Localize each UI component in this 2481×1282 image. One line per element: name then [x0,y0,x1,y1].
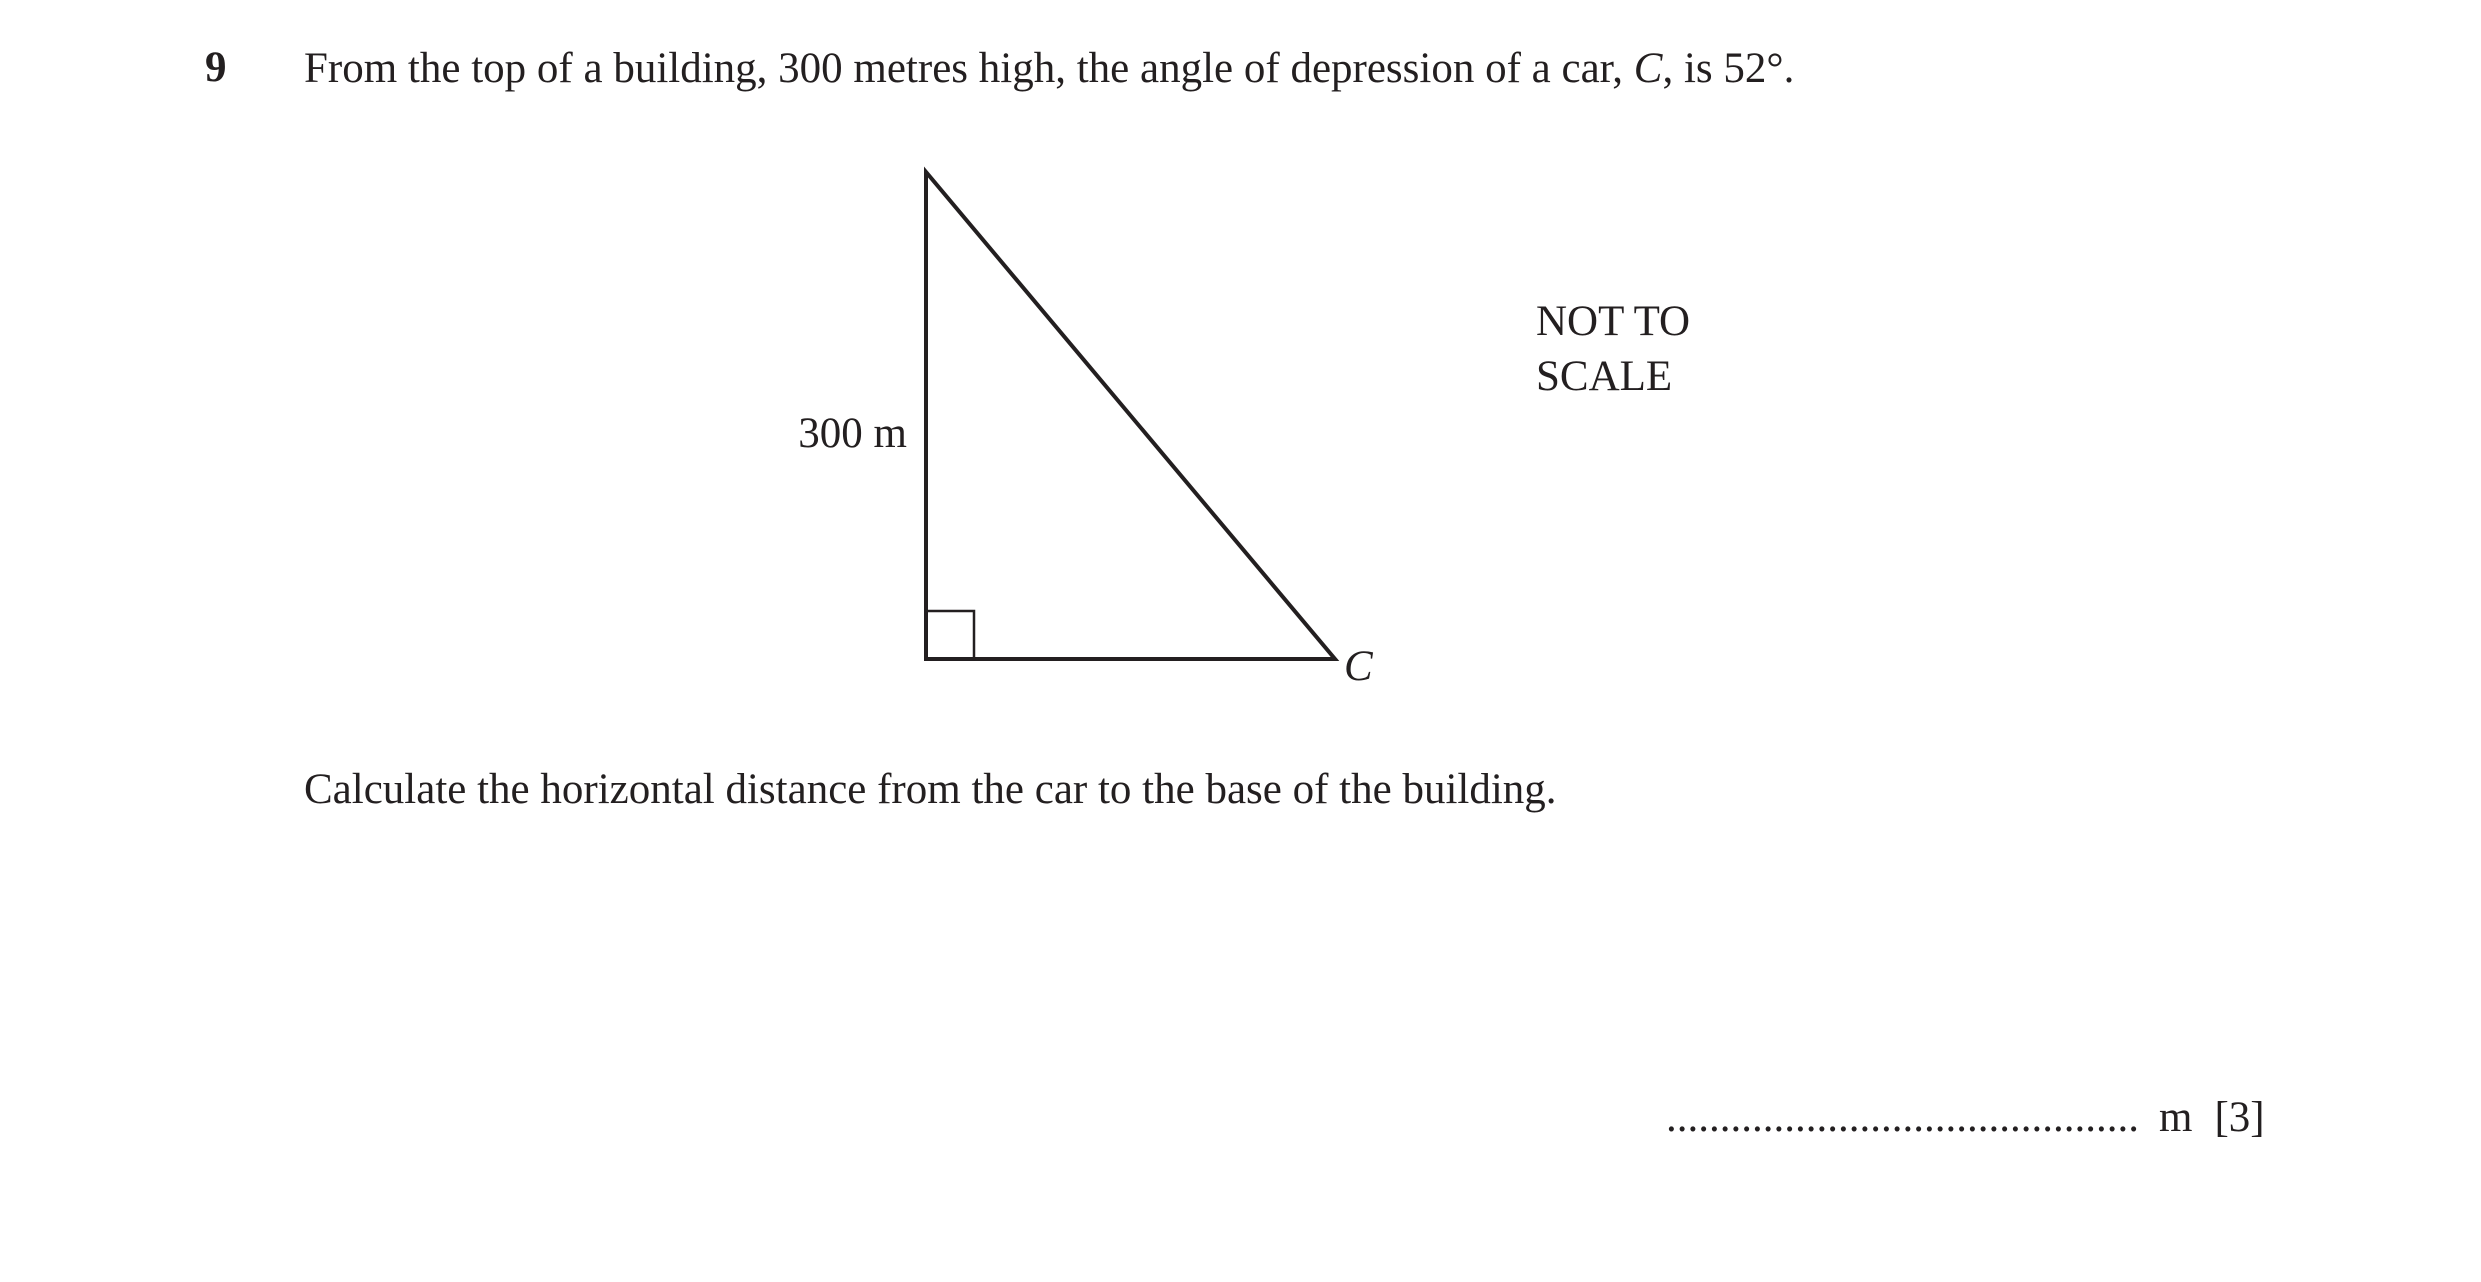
right-angle-marker [926,611,974,659]
question-stem [304,47,1794,90]
not-to-scale-note [1536,294,1690,404]
marks-allocation: [3] [2214,1094,2265,1141]
stem-text-start: From the top of a building, 300 metres high, the angle of depression of a car, [304,45,1634,92]
height-label: 300 m [798,410,907,457]
question-instruction: Calculate the horizontal distance from the car to the base of the building. [304,766,1557,813]
answer-unit: m [2159,1094,2193,1141]
answer-line [1666,1096,2265,1139]
note-line-1: NOT TO [1536,298,1691,345]
vertex-label-c: C [1344,643,1373,690]
triangle-outline [926,172,1335,659]
stem-text-end: , is 52°. [1662,45,1795,92]
answer-dots[interactable]: ............................................ [1666,1094,2139,1141]
question-number: 9 [205,44,227,91]
note-line-2: SCALE [1536,353,1673,400]
stem-variable: C [1633,45,1663,92]
